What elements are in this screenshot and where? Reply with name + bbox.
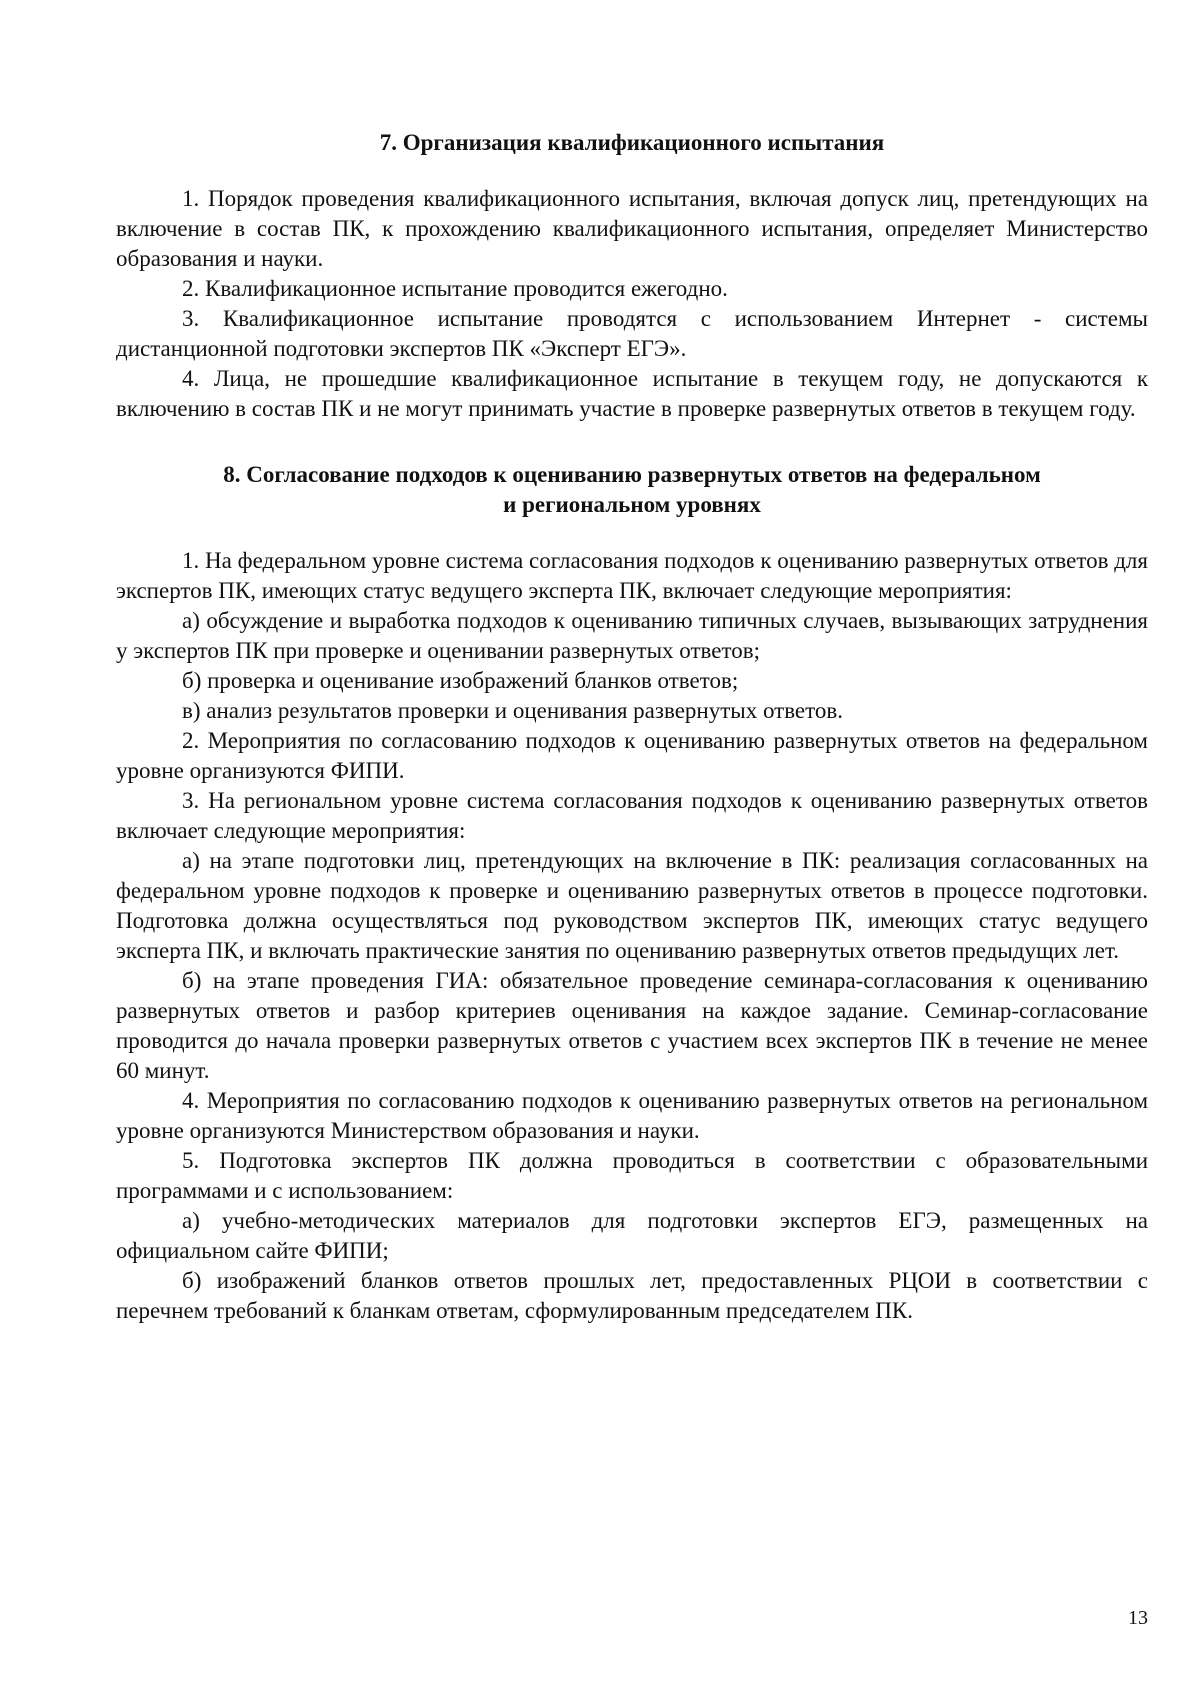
- section-8-item-c: в) анализ результатов проверки и оценивания развернутых ответов.: [182, 698, 844, 723]
- section-8-paragraph-3: 3. На региональном уровне система согласования подходов к оцениванию развернутых ответов включает следующие мероприятия:: [116, 788, 1148, 843]
- document-page: [116, 0, 1148, 1326]
- page-number: 13: [1128, 1607, 1148, 1629]
- section-8-item-a-regional: а) на этапе подготовки лиц, претендующих на включение в ПК: реализация согласованных на федеральном уровне подходов к проверке и оцениванию развернутых ответов в процессе подготовки. Подготовка должна осуществляться под руководством экспертов ПК, имеющих статус ведущего эксперта ПК, и включать практические занятия по оцениванию развернутых ответов предыдущих лет.: [116, 848, 1148, 963]
- section-8-title: [116, 460, 1148, 520]
- section-8-paragraph-4: 4. Мероприятия по согласованию подходов к оцениванию развернутых ответов на региональном уровне организуются Министерством образования и науки.: [116, 1088, 1148, 1143]
- section-8-title-line-1: 8. Согласование подходов к оцениванию развернутых ответов на федеральном: [223, 462, 1041, 487]
- section-8-body: [116, 546, 1148, 1326]
- section-8-item-a-training: а) учебно-методических материалов для подготовки экспертов ЕГЭ, размещенных на официальном сайте ФИПИ;: [116, 1208, 1148, 1263]
- section-8-paragraph-1: 1. На федеральном уровне система согласования подходов к оцениванию развернутых ответов для экспертов ПК, имеющих статус ведущего эксперта ПК, включает следующие мероприятия:: [116, 548, 1148, 603]
- section-7-paragraph-3: 3. Квалификационное испытание проводятся с использованием Интернет - системы дистанционной подготовки экспертов ПК «Эксперт ЕГЭ».: [116, 306, 1148, 361]
- section-8-title-line-2: и региональном уровнях: [503, 492, 761, 517]
- section-7-paragraph-1: 1. Порядок проведения квалификационного испытания, включая допуск лиц, претендующих на включение в состав ПК, к прохождению квалификационного испытания, определяет Министерство образования и науки.: [116, 186, 1148, 271]
- section-8-paragraph-5: 5. Подготовка экспертов ПК должна проводиться в соответствии с образовательными программами и с использованием:: [116, 1148, 1148, 1203]
- section-7-paragraph-4: 4. Лица, не прошедшие квалификационное испытание в текущем году, не допускаются к включению в состав ПК и не могут принимать участие в проверке развернутых ответов в текущем году.: [116, 366, 1148, 421]
- section-8-item-b-training: б) изображений бланков ответов прошлых лет, предоставленных РЦОИ в соответствии с перечнем требований к бланкам ответам, сформулированным председателем ПК.: [116, 1268, 1148, 1323]
- section-8-item-b-regional: б) на этапе проведения ГИА: обязательное проведение семинара-согласования к оцениванию развернутых ответов и разбор критериев оценивания на каждое задание. Семинар-согласование проводится до начала проверки развернутых ответов с участием всех экспертов ПК в течение не менее 60 минут.: [116, 968, 1148, 1083]
- section-8-item-b: б) проверка и оценивание изображений бланков ответов;: [182, 668, 739, 693]
- section-8-paragraph-2: 2. Мероприятия по согласованию подходов к оцениванию развернутых ответов на федеральном уровне организуются ФИПИ.: [116, 728, 1148, 783]
- section-7-body: [116, 184, 1148, 424]
- section-7-title: 7. Организация квалификационного испытания: [379, 130, 885, 155]
- section-8-item-a: а) обсуждение и выработка подходов к оцениванию типичных случаев, вызывающих затруднения у экспертов ПК при проверке и оценивании развернутых ответов;: [116, 608, 1148, 663]
- section-7-paragraph-2: 2. Квалификационное испытание проводится ежегодно.: [182, 276, 728, 301]
